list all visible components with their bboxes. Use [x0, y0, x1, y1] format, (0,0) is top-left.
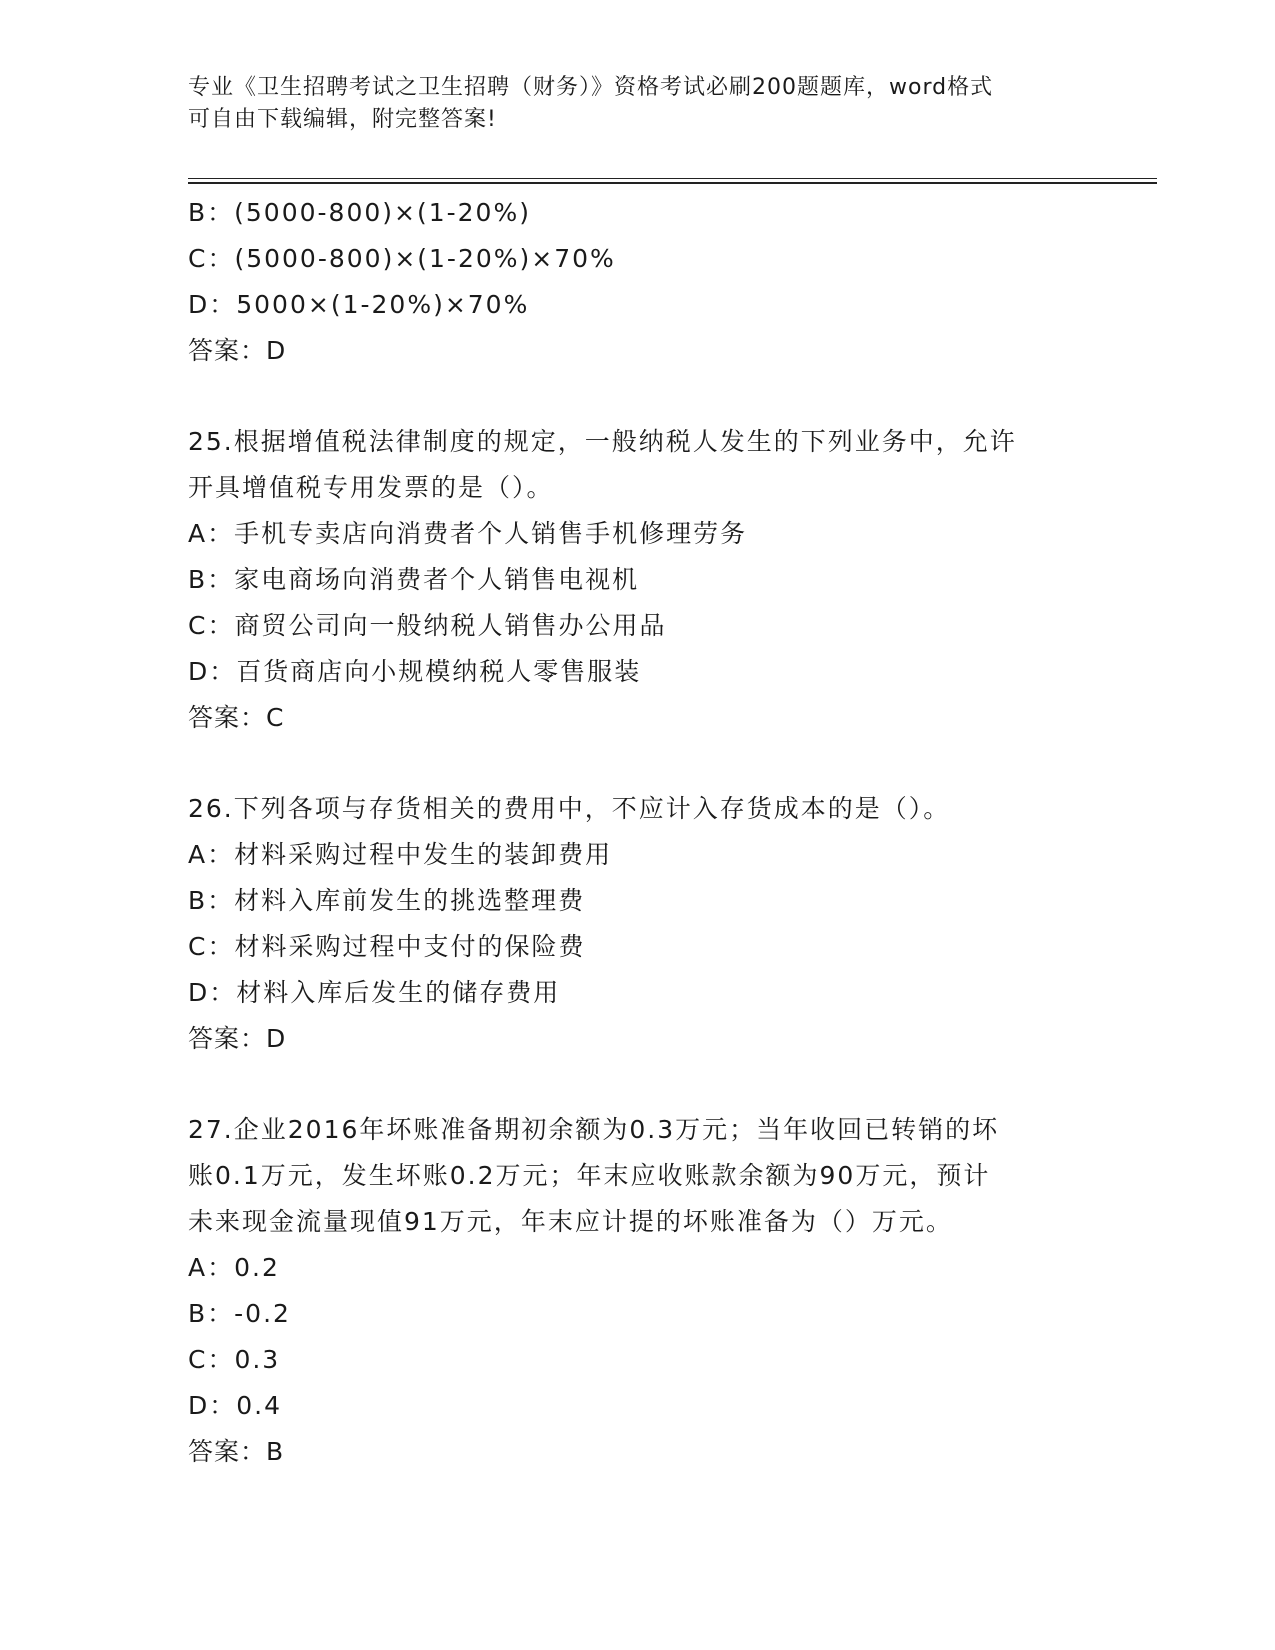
option-c: C：0.3	[188, 1345, 281, 1374]
question-stem: 26.下列各项与存货相关的费用中，不应计入存货成本的是（）。	[188, 794, 951, 823]
question-list	[188, 190, 1088, 1475]
answer-label: 答案：D	[188, 1024, 287, 1053]
question-block-25	[188, 419, 1088, 741]
answer-label: 答案：C	[188, 703, 285, 732]
question-block-prev	[188, 190, 1088, 374]
spacer	[188, 741, 1088, 786]
option-c: C：商贸公司向一般纳税人销售办公用品	[188, 611, 667, 640]
document-header	[188, 72, 1088, 136]
option-c: C：(5000-800)×(1-20%)×70%	[188, 244, 616, 273]
question-stem: 27.企业2016年坏账准备期初余额为0.3万元；当年收回已转销的坏	[188, 1115, 1000, 1144]
option-d: D：材料入库后发生的储存费用	[188, 978, 561, 1007]
question-block-27	[188, 1107, 1088, 1475]
question-stem: 账0.1万元，发生坏账0.2万元；年末应收账款余额为90万元，预计	[188, 1161, 991, 1190]
answer-label: 答案：B	[188, 1437, 285, 1466]
option-d: D：百货商店向小规模纳税人零售服装	[188, 657, 642, 686]
option-a: A：0.2	[188, 1253, 280, 1282]
option-b: B：(5000-800)×(1-20%)	[188, 198, 531, 227]
question-stem: 未来现金流量现值91万元，年末应计提的坏账准备为（）万元。	[188, 1207, 953, 1236]
spacer	[188, 1062, 1088, 1107]
question-stem: 25.根据增值税法律制度的规定，一般纳税人发生的下列业务中，允许	[188, 427, 1017, 456]
option-b: B：材料入库前发生的挑选整理费	[188, 886, 586, 915]
option-a: A：手机专卖店向消费者个人销售手机修理劳务	[188, 519, 748, 548]
option-d: D：0.4	[188, 1391, 283, 1420]
option-c: C：材料采购过程中支付的保险费	[188, 932, 586, 961]
option-b: B：-0.2	[188, 1299, 291, 1328]
spacer	[188, 374, 1088, 419]
answer-label: 答案：D	[188, 336, 287, 365]
option-a: A：材料采购过程中发生的装卸费用	[188, 840, 613, 869]
question-stem: 开具增值税专用发票的是（）。	[188, 473, 554, 502]
header-line-1: 专业《卫生招聘考试之卫生招聘（财务）》资格考试必刷200题题库，word格式	[188, 75, 994, 100]
header-line-2: 可自由下载编辑，附完整答案!	[188, 107, 497, 132]
question-block-26	[188, 786, 1088, 1062]
option-d: D：5000×(1-20%)×70%	[188, 290, 530, 319]
header-divider-thick	[188, 182, 1157, 184]
header-divider-thin	[188, 178, 1157, 179]
option-b: B：家电商场向消费者个人销售电视机	[188, 565, 640, 594]
